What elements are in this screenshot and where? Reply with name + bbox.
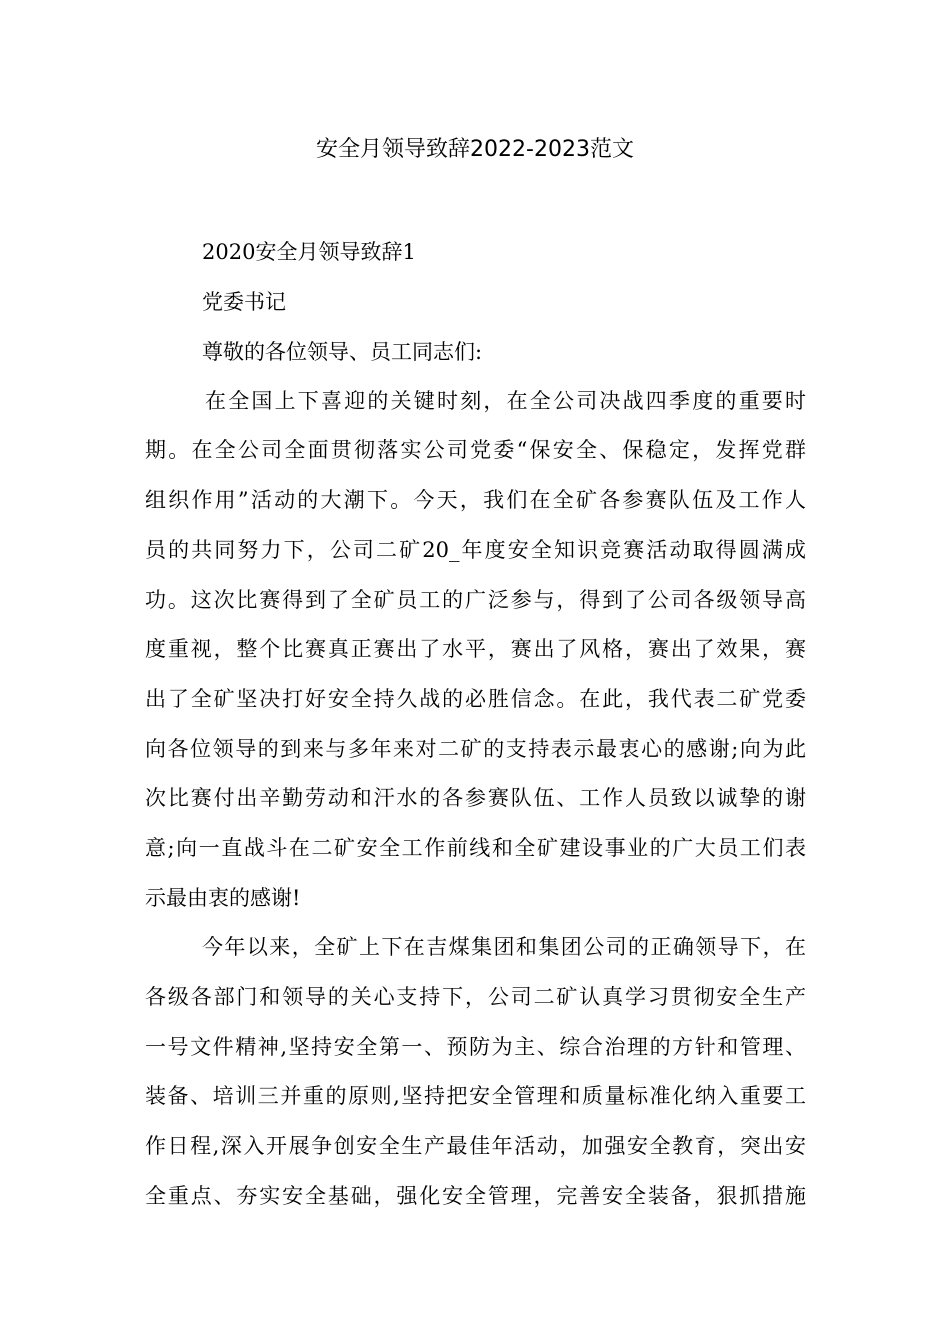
paragraph-1-line-3: 组织作用”活动的大潮下。今天，我们在全矿各参赛队伍及工作人	[145, 488, 806, 512]
paragraph-1-line-7: 出了全矿坚决打好安全持久战的必胜信念。在此，我代表二矿党委	[145, 687, 806, 711]
paragraph-1-line-2: 期。在全公司全面贯彻落实公司党委“保安全、保稳定，发挥党群	[145, 438, 806, 462]
paragraph-1-line-11: 示最由衷的感谢!	[145, 886, 301, 910]
paragraph-1-line-5: 功。这次比赛得到了全矿员工的广泛参与，得到了公司各级领导高	[145, 588, 806, 612]
paragraph-2-line-2: 各级各部门和领导的关心支持下，公司二矿认真学习贯彻安全生产	[145, 985, 806, 1009]
paragraph-2-line-4: 装备、培训三并重的原则,坚持把安全管理和质量标准化纳入重要工	[145, 1084, 806, 1108]
paragraph-2-line-6: 全重点、夯实安全基础，强化安全管理，完善安全装备，狠抓措施	[145, 1184, 806, 1208]
paragraph-1-line-10: 意;向一直战斗在二矿安全工作前线和全矿建设事业的广大员工们表	[145, 836, 806, 860]
paragraph-1-line-6: 度重视，整个比赛真正赛出了水平，赛出了风格，赛出了效果，赛	[145, 637, 806, 661]
paragraph-1-line-9: 次比赛付出辛勤劳动和汗水的各参赛队伍、工作人员致以诚挚的谢	[145, 786, 806, 810]
paragraph-1-line-1: 在全国上下喜迎的关键时刻，在全公司决战四季度的重要时	[205, 389, 806, 413]
paragraph-2-line-3: 一号文件精神,坚持安全第一、预防为主、综合治理的方针和管理、	[145, 1035, 806, 1059]
paragraph-1-line-8: 向各位领导的到来与多年来对二矿的支持表示最衷心的感谢;向为此	[145, 737, 806, 761]
salutation: 尊敬的各位领导、员工同志们:	[202, 340, 483, 364]
document-subtitle: 2020安全月领导致辞1	[202, 240, 416, 264]
paragraph-2-line-1: 今年以来，全矿上下在吉煤集团和集团公司的正确领导下，在	[202, 935, 806, 959]
paragraph-2-line-5: 作日程,深入开展争创安全生产最佳年活动，加强安全教育，突出安	[145, 1134, 806, 1158]
author-role: 党委书记	[202, 290, 286, 314]
document-title: 安全月领导致辞2022-2023范文	[316, 137, 634, 162]
paragraph-1-line-4: 员的共同努力下，公司二矿20_年度安全知识竞赛活动取得圆满成	[145, 538, 806, 562]
